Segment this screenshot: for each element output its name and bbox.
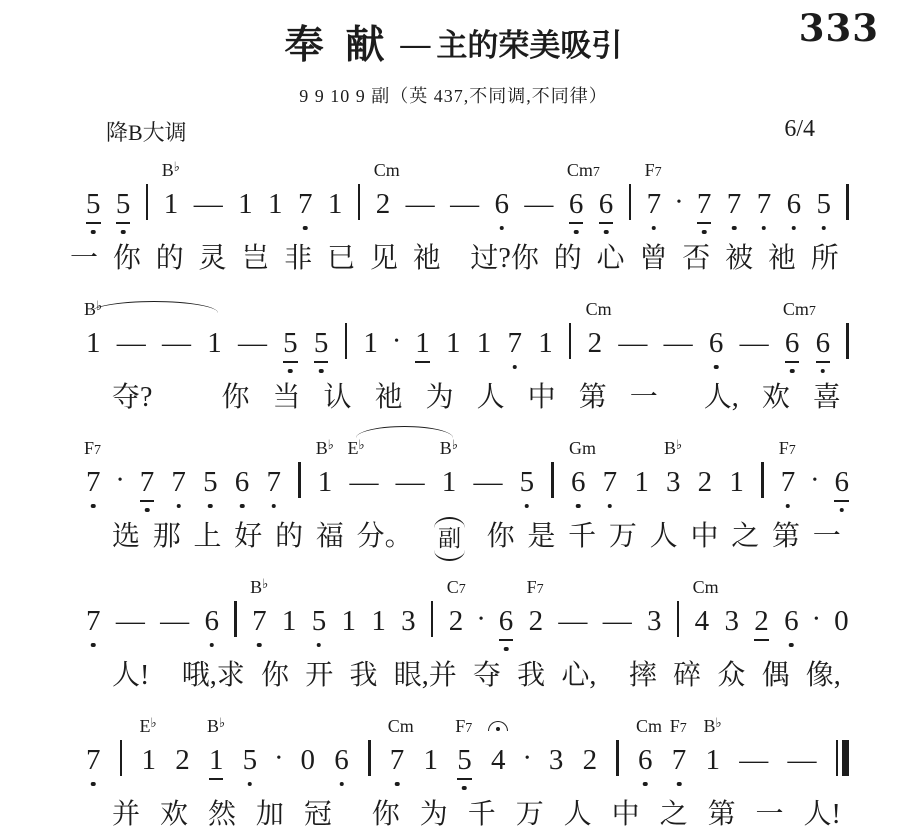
duration-dash: — bbox=[524, 188, 554, 220]
lyric-syllable: 像, bbox=[805, 660, 841, 692]
score bbox=[0, 159, 907, 832]
augmentation-dot: • bbox=[813, 611, 819, 627]
lyric-syllable: 第 bbox=[771, 521, 800, 553]
lyric-syllable: 我 bbox=[517, 660, 546, 692]
lyric-syllable: 一 bbox=[812, 521, 841, 553]
note: 1 bbox=[371, 604, 386, 637]
duration-dash: — bbox=[663, 326, 693, 359]
lyric-syllable: 见 bbox=[369, 243, 398, 275]
duration-dash: — bbox=[618, 326, 648, 359]
note: 1 bbox=[207, 326, 222, 359]
lyric-syllable: 第 bbox=[707, 799, 736, 831]
note: 7 B♭ bbox=[250, 575, 269, 637]
note-with-fermata: 4 bbox=[490, 743, 506, 776]
chord-label: Cm7 bbox=[782, 298, 816, 319]
lyric-syllable: 是 bbox=[527, 521, 556, 553]
lyric-syllable: 选 bbox=[112, 521, 141, 553]
lyric-syllable: 一 bbox=[70, 243, 99, 275]
barline bbox=[146, 184, 149, 220]
note: 1 bbox=[634, 465, 649, 498]
barline bbox=[345, 323, 348, 359]
augmentation-dot: • bbox=[524, 750, 530, 766]
lyric-syllable: 的 bbox=[275, 521, 304, 553]
augmentation-dot: • bbox=[478, 611, 484, 627]
note: 7 bbox=[140, 466, 155, 502]
lyric-syllable: 人 bbox=[649, 521, 678, 553]
note: 1 bbox=[476, 326, 492, 359]
lyric-syllable: 已 bbox=[327, 243, 356, 275]
lyric-syllable: 我 bbox=[349, 660, 378, 692]
note: 5 F7 bbox=[457, 744, 472, 780]
page-number: 333 bbox=[798, 6, 879, 50]
chord-label: B♭ bbox=[664, 436, 683, 458]
duration-dash: — bbox=[739, 743, 769, 776]
note: 6 bbox=[494, 188, 509, 220]
chord-label: B♭ bbox=[315, 436, 334, 458]
chord-label: Gm bbox=[568, 437, 596, 458]
lyric-syllable: 夺? bbox=[112, 382, 153, 414]
note: 5 bbox=[314, 327, 329, 363]
note: 5 bbox=[116, 188, 131, 224]
chord-label: Cm bbox=[585, 298, 612, 319]
note: 1 E♭ bbox=[139, 714, 157, 776]
chord-label: Cm bbox=[636, 715, 663, 736]
lyric-syllable: 第 bbox=[578, 382, 607, 414]
duration-dash: — bbox=[450, 188, 480, 220]
duration-dash: — bbox=[558, 604, 588, 637]
lyric-syllable: 偶 bbox=[761, 660, 790, 692]
augmentation-dot: • bbox=[276, 750, 282, 766]
augmentation-dot: • bbox=[812, 472, 818, 488]
lyric-syllable: 否 bbox=[682, 243, 711, 275]
duration-dash: — bbox=[237, 326, 267, 359]
note: 6 Cm7 bbox=[785, 327, 800, 363]
lyric-syllable: 冠 bbox=[303, 799, 332, 831]
note: 7 F7 bbox=[778, 437, 796, 498]
chord-label: Cm bbox=[387, 715, 414, 736]
key-time-row bbox=[0, 116, 907, 147]
lyric-syllable: 喜 bbox=[812, 382, 841, 414]
lyric-syllable: 为 bbox=[425, 382, 454, 414]
barline bbox=[368, 740, 371, 776]
note: 4 Cm bbox=[692, 576, 719, 637]
lyric-syllable: 曾 bbox=[639, 243, 668, 275]
note: 2 bbox=[582, 743, 598, 776]
lyric-syllable: 祂 bbox=[767, 243, 796, 275]
note: 1 bbox=[445, 326, 461, 359]
augmentation-dot: • bbox=[676, 195, 682, 210]
note: 5 bbox=[519, 465, 535, 498]
note: 6 bbox=[786, 188, 802, 220]
barline bbox=[298, 462, 301, 498]
duration-dash: — bbox=[787, 743, 817, 776]
lyric-line-4 bbox=[0, 659, 907, 693]
note: 6 Cm bbox=[636, 715, 663, 776]
duration-dash: — bbox=[160, 604, 190, 637]
barline bbox=[846, 184, 849, 220]
lyric-syllable: 万 bbox=[515, 799, 544, 831]
note: 0 bbox=[834, 604, 849, 637]
lyric-syllable: 人 bbox=[563, 799, 592, 831]
lyric-syllable: 摔 bbox=[628, 660, 657, 692]
note: 7 bbox=[726, 188, 742, 220]
lyric-syllable: 人, bbox=[703, 382, 739, 414]
note: 5 bbox=[203, 465, 218, 498]
lyric-syllable: 千 bbox=[568, 521, 597, 553]
lyric-syllable: 祂 bbox=[374, 382, 403, 414]
duration-dash: — bbox=[116, 326, 146, 359]
augmentation-dot: • bbox=[117, 472, 123, 488]
note: 6 bbox=[204, 604, 219, 637]
duration-dash: — E♭ bbox=[347, 436, 379, 498]
music-line-1 bbox=[0, 159, 907, 224]
duration-dash: — bbox=[115, 604, 145, 637]
note: 2 bbox=[754, 605, 769, 641]
note: 6 Gm bbox=[568, 437, 596, 498]
lyric-syllable: 过?你 bbox=[470, 243, 539, 275]
lyric-line-1 bbox=[0, 242, 907, 276]
lyric-syllable: 一 bbox=[629, 382, 658, 414]
lyric-syllable: 心 bbox=[596, 243, 625, 275]
note: 2 Cm bbox=[585, 298, 612, 359]
note: 6 bbox=[599, 188, 614, 224]
lyric-syllable: 中 bbox=[611, 799, 640, 831]
chord-label: F7 bbox=[669, 715, 687, 736]
lyric-syllable: 当 bbox=[272, 382, 301, 414]
note: 6 bbox=[784, 604, 799, 637]
chord-label: E♭ bbox=[347, 436, 365, 458]
note: 2 F7 bbox=[526, 576, 544, 637]
lyric-syllable: 所 bbox=[810, 243, 839, 275]
chord-label: Cm bbox=[373, 160, 400, 180]
note: 5 bbox=[816, 188, 832, 220]
chord-label: F7 bbox=[526, 576, 544, 597]
note: 7 bbox=[602, 465, 618, 498]
lyric-syllable: 那 bbox=[152, 521, 181, 553]
chord-label: B♭ bbox=[161, 159, 180, 180]
lyric-syllable: 开 bbox=[305, 660, 334, 692]
note: 3 bbox=[724, 604, 739, 637]
title-dash: — bbox=[400, 28, 431, 61]
note: 2 C7 bbox=[446, 576, 466, 637]
chord-label: B♭ bbox=[703, 714, 722, 736]
tie-arc bbox=[356, 426, 453, 438]
tie-arc bbox=[90, 301, 219, 313]
lyric-syllable: 千 bbox=[467, 799, 496, 831]
chord-label: E♭ bbox=[139, 714, 157, 736]
lyric-syllable: 人! bbox=[803, 799, 841, 831]
lyric-syllable: 之 bbox=[731, 521, 760, 553]
lyric-syllable: 你 bbox=[221, 382, 250, 414]
note: 7 bbox=[697, 188, 712, 224]
lyric-syllable: 的 bbox=[553, 243, 582, 275]
barline bbox=[846, 323, 849, 359]
duration-dash: — bbox=[739, 326, 769, 359]
note: 3 bbox=[647, 604, 662, 637]
note: 2 bbox=[697, 465, 713, 498]
lyric-syllable: 你 bbox=[371, 799, 400, 831]
chord-label: B♭ bbox=[84, 297, 103, 319]
lyric-syllable: 中 bbox=[527, 382, 556, 414]
note: 7 bbox=[171, 465, 186, 498]
lyric-syllable: 并 bbox=[112, 799, 141, 831]
lyric-syllable: 加 bbox=[255, 799, 284, 831]
duration-dash: — bbox=[161, 326, 191, 359]
lyric-syllable: 欢 bbox=[159, 799, 188, 831]
note: 7 bbox=[756, 188, 772, 220]
note: 7 F7 bbox=[644, 160, 662, 220]
barline bbox=[431, 601, 434, 637]
lyric-syllable: 心, bbox=[561, 660, 597, 692]
note: 1 bbox=[238, 188, 253, 220]
meter-info: 9 9 10 9 副（英 437,不同调,不同律） bbox=[299, 86, 608, 106]
note: 5 bbox=[283, 327, 298, 363]
note: 1 bbox=[423, 743, 438, 776]
duration-dash: — bbox=[193, 188, 223, 220]
lyric-syllable: 的 bbox=[155, 243, 184, 275]
barline bbox=[358, 184, 361, 220]
augmentation-dot: • bbox=[394, 333, 400, 349]
note: 6 bbox=[834, 466, 849, 502]
note: 5 bbox=[242, 743, 258, 776]
duration-dash: — bbox=[405, 188, 435, 220]
title-subtitle: 主的荣美吸引 bbox=[436, 28, 623, 63]
lyric-syllable: 眼,并 bbox=[393, 660, 457, 692]
duration-dash: — bbox=[473, 465, 503, 498]
title-main: 奉 献 bbox=[284, 24, 391, 67]
note: 5 bbox=[86, 188, 101, 224]
note: 1 B♭ bbox=[209, 744, 224, 780]
note: 7 bbox=[86, 743, 101, 776]
note: 6 bbox=[816, 327, 831, 363]
lyric-syllable: 中 bbox=[690, 521, 719, 553]
barline bbox=[761, 462, 764, 498]
lyric-syllable: 福 bbox=[315, 521, 344, 553]
barline bbox=[234, 601, 237, 637]
song-title bbox=[0, 14, 907, 70]
note: 7 bbox=[507, 326, 522, 359]
barline bbox=[616, 740, 619, 776]
music-line-4 bbox=[0, 575, 907, 641]
note: 1 bbox=[268, 188, 283, 220]
note: 7 F7 bbox=[669, 715, 687, 776]
note: 1 bbox=[281, 604, 297, 637]
key-signature: 降B大调 bbox=[106, 120, 187, 145]
lyric-syllable: 欢 bbox=[761, 382, 790, 414]
note: 1 bbox=[538, 326, 553, 359]
chord-label: C7 bbox=[446, 576, 466, 597]
note: 3 bbox=[401, 604, 416, 637]
note: 1 bbox=[415, 327, 430, 363]
note: 1 bbox=[363, 326, 378, 359]
lyric-syllable: 你 bbox=[261, 660, 290, 692]
lyric-line-2 bbox=[0, 381, 907, 415]
note: 7 bbox=[86, 604, 101, 637]
lyric-syllable: 被 bbox=[725, 243, 754, 275]
chord-label: B♭ bbox=[206, 714, 226, 736]
chord-label: F7 bbox=[455, 715, 473, 736]
chord-label: B♭ bbox=[250, 575, 269, 597]
note: 5 bbox=[311, 604, 327, 637]
lyric-syllable: 祂 bbox=[412, 243, 441, 275]
chord-label: Cm bbox=[692, 576, 719, 597]
chord-label: B♭ bbox=[439, 436, 458, 458]
lyric-syllable: 岂 bbox=[241, 243, 270, 275]
note: 6 bbox=[334, 743, 349, 776]
note: 1 bbox=[327, 188, 343, 220]
lyric-line-3 bbox=[0, 520, 907, 554]
final-barline bbox=[836, 740, 849, 776]
note: 7 F7 bbox=[84, 437, 102, 498]
barline bbox=[551, 462, 554, 498]
lyric-syllable: 非 bbox=[284, 243, 313, 275]
refrain-mark: 副 bbox=[438, 526, 462, 552]
chord-label: Cm7 bbox=[566, 160, 600, 180]
note: 6 bbox=[499, 605, 514, 641]
lyric-syllable: 为 bbox=[419, 799, 448, 831]
lyric-syllable: 灵 bbox=[198, 243, 227, 275]
music-line-2 bbox=[0, 297, 907, 363]
lyric-syllable: 人! bbox=[112, 660, 150, 692]
lyric-syllable: 分。 bbox=[356, 521, 413, 553]
lyric-line-5 bbox=[0, 798, 907, 832]
note: 1 bbox=[729, 465, 744, 498]
lyric-syllable: 你 bbox=[112, 243, 141, 275]
note: 3 B♭ bbox=[664, 436, 683, 498]
lyric-syllable: 众 bbox=[717, 660, 746, 692]
note: 7 bbox=[266, 465, 281, 498]
music-line-5 bbox=[0, 714, 907, 780]
note: 1 B♭ bbox=[315, 436, 334, 498]
note: 3 bbox=[548, 743, 564, 776]
note: 2 bbox=[175, 743, 190, 776]
time-signature: 6/4 bbox=[784, 116, 815, 142]
lyric-syllable: 哦,求 bbox=[181, 660, 245, 692]
note: 2 Cm bbox=[373, 160, 400, 220]
lyric-syllable: 夺 bbox=[472, 660, 501, 692]
note: 1 B♭ bbox=[84, 297, 103, 359]
note: 1 bbox=[341, 604, 356, 637]
lyric-syllable: 碎 bbox=[673, 660, 702, 692]
chord-label: F7 bbox=[778, 437, 796, 458]
note: 0 bbox=[300, 743, 316, 776]
note: 1 B♭ bbox=[161, 159, 180, 220]
note: 1 B♭ bbox=[439, 436, 458, 498]
duration-dash: — bbox=[395, 465, 425, 498]
barline bbox=[677, 601, 680, 637]
note: 6 bbox=[708, 326, 724, 359]
barline bbox=[629, 184, 632, 220]
music-line-3 bbox=[0, 436, 907, 502]
chord-label: F7 bbox=[84, 437, 102, 458]
lyric-syllable: 上 bbox=[193, 521, 222, 553]
lyric-syllable: 认 bbox=[323, 382, 352, 414]
lyric-syllable: 人 bbox=[476, 382, 505, 414]
lyric-syllable: 万 bbox=[608, 521, 637, 553]
lyric-syllable: 然 bbox=[207, 799, 236, 831]
note: 1 B♭ bbox=[703, 714, 722, 776]
chord-label: F7 bbox=[644, 160, 662, 180]
lyric-syllable: 一 bbox=[755, 799, 784, 831]
duration-dash: — bbox=[602, 604, 632, 637]
barline bbox=[120, 740, 123, 776]
note: 7 Cm bbox=[387, 715, 414, 776]
note: 6 bbox=[234, 465, 250, 498]
note: 7 bbox=[297, 188, 313, 220]
lyric-syllable: 之 bbox=[659, 799, 688, 831]
lyric-syllable: 你 bbox=[486, 521, 515, 553]
note: 6 Cm7 bbox=[569, 188, 584, 224]
lyric-syllable: 好 bbox=[234, 521, 263, 553]
barline bbox=[569, 323, 572, 359]
